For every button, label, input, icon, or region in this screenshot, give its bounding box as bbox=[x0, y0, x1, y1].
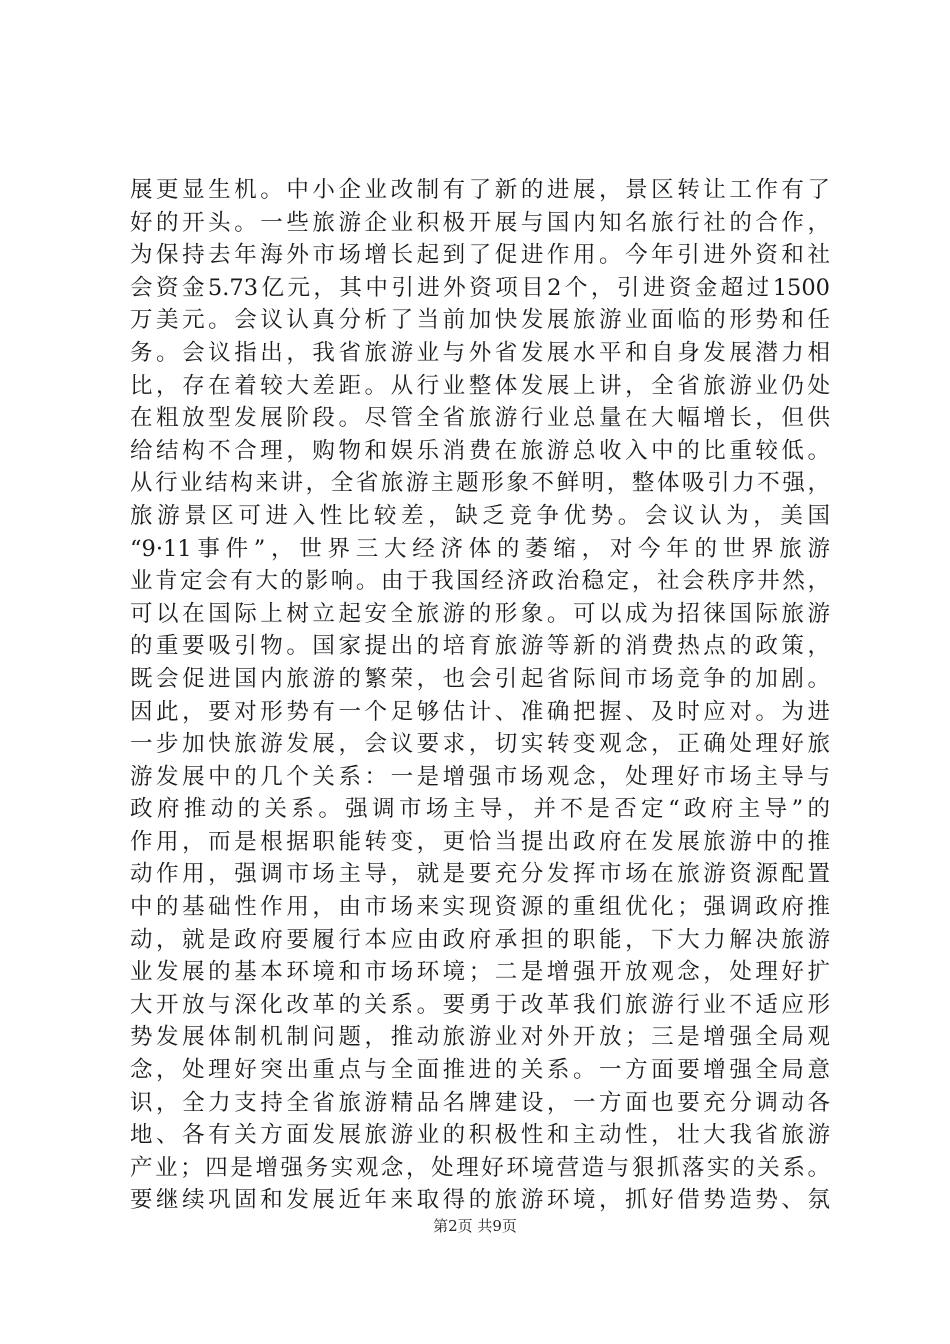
text-line: 好的开头。一些旅游企业积极开展与国内知名旅行社的合作， bbox=[130, 209, 830, 236]
text-line: 动，就是政府要履行本应由政府承担的职能，下大力解决旅游 bbox=[130, 926, 830, 953]
text-line: 展更显生机。中小企业改制有了新的进展，景区转让工作有了 bbox=[130, 177, 830, 203]
text-line: 可以在国际上树立起安全旅游的形象。可以成为招徕国际旅游 bbox=[130, 600, 830, 627]
text-line: “9·11事件”，世界三大经济体的萎缩，对今年的世界旅游 bbox=[130, 535, 830, 562]
text-line: 旅游景区可进入性比较差，缺乏竞争优势。会议认为，美国 bbox=[130, 502, 830, 529]
page-number-label: 第2页 共9页 bbox=[433, 1217, 517, 1235]
text-line: 业肯定会有大的影响。由于我国经济政治稳定，社会秩序井然， bbox=[130, 568, 830, 595]
text-line: 地、各有关方面发展旅游业的积极性和主动性，壮大我省旅游 bbox=[130, 1122, 830, 1149]
text-line: 业发展的基本环境和市场环境；二是增强开放观念，处理好扩 bbox=[130, 959, 830, 986]
text-line: 既会促进国内旅游的繁荣，也会引起省际间市场竞争的加剧。 bbox=[130, 665, 830, 692]
text-line: 会资金5.73亿元，其中引进外资项目2个，引进资金超过1500 bbox=[130, 274, 830, 301]
text-line: 万美元。会议认真分析了当前加快发展旅游业面临的形势和任 bbox=[130, 307, 830, 334]
text-line: 动作用，强调市场主导，就是要充分发挥市场在旅游资源配置 bbox=[130, 861, 830, 888]
text-line: 一步加快旅游发展，会议要求，切实转变观念，正确处理好旅 bbox=[130, 731, 830, 758]
text-line: 大开放与深化改革的关系。要勇于改革我们旅游行业不适应形 bbox=[130, 991, 830, 1018]
text-line: 政府推动的关系。强调市场主导，并不是否定“政府主导”的 bbox=[130, 796, 830, 823]
text-line: 作用，而是根据职能转变，更恰当提出政府在发展旅游中的推 bbox=[130, 828, 830, 855]
text-line: 从行业结构来讲，全省旅游主题形象不鲜明，整体吸引力不强， bbox=[130, 470, 830, 497]
text-line: 因此，要对形势有一个足够估计、准确把握、及时应对。为进 bbox=[130, 698, 830, 725]
text-line: 的重要吸引物。国家提出的培育旅游等新的消费热点的政策， bbox=[130, 633, 830, 660]
text-line: 给结构不合理，购物和娱乐消费在旅游总收入中的比重较低。 bbox=[130, 437, 830, 464]
text-line: 在粗放型发展阶段。尽管全省旅游行业总量在大幅增长，但供 bbox=[130, 405, 830, 432]
text-line: 要继续巩固和发展近年来取得的旅游环境，抓好借势造势、氛 bbox=[130, 1187, 830, 1214]
text-line: 比，存在着较大差距。从行业整体发展上讲，全省旅游业仍处 bbox=[130, 372, 830, 399]
text-line: 务。会议指出，我省旅游业与外省发展水平和自身发展潜力相 bbox=[130, 339, 830, 366]
text-line: 中的基础性作用，由市场来实现资源的重组优化；强调政府推 bbox=[130, 894, 830, 921]
page-footer bbox=[0, 1216, 950, 1236]
text-line: 势发展体制机制问题，推动旅游业对外开放；三是增强全局观 bbox=[130, 1024, 830, 1051]
text-line: 产业；四是增强务实观念，处理好环境营造与狠抓落实的关系。 bbox=[130, 1154, 830, 1181]
text-line: 为保持去年海外市场增长起到了促进作用。今年引进外资和社 bbox=[130, 242, 830, 269]
text-line: 游发展中的几个关系：一是增强市场观念，处理好市场主导与 bbox=[130, 763, 830, 790]
body-text bbox=[130, 174, 830, 1217]
text-line: 念，处理好突出重点与全面推进的关系。一方面要增强全局意 bbox=[130, 1057, 830, 1084]
text-line: 识，全力支持全省旅游精品名牌建设，一方面也要充分调动各 bbox=[130, 1089, 830, 1116]
